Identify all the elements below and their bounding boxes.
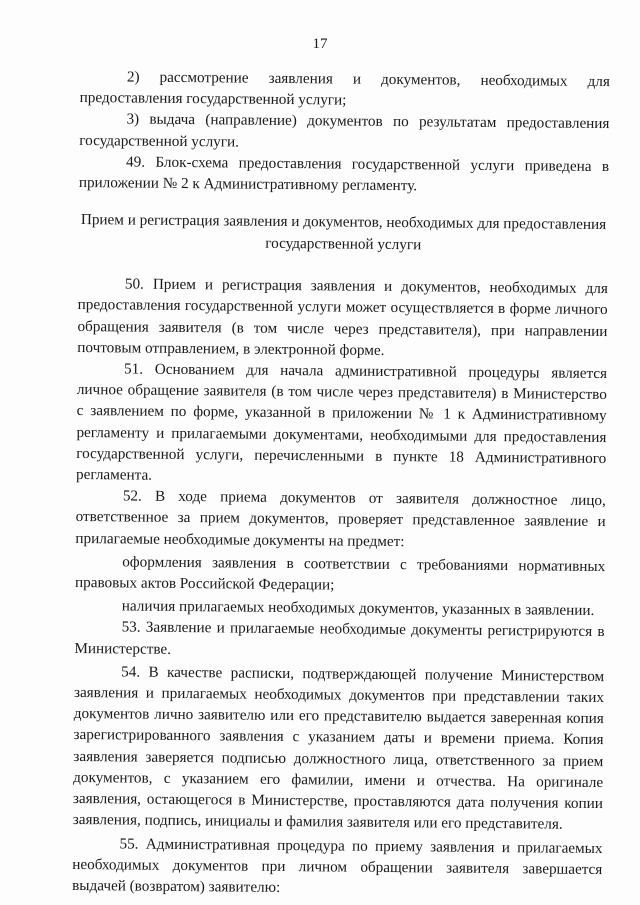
paragraph-54: 54. В качестве расписки, подтверждающей получение Министерством заявления и прилагаемых необходимых документов при представлении таких документов лично заявителю или его представителю выдается заверенная копия зарегистрированного заявления с указанием даты и времени приема. Копия заявления заверяется подписью должностного лица, ответственного за прием документов, с указанием его фамилии, имени и отчества. На оригинале заявления, остающегося в Министерстве, проставляются дата получения копии заявления, подпись, инициалы и фамилия заявителя или его представителя.: [72, 663, 605, 833]
list-item-documents-present: наличия прилагаемых необходимых документов, указанных в заявлении.: [121, 597, 595, 620]
list-item-issuance: 3) выдача (направление) документов по результатам предоставления государственной услуги.: [79, 110, 610, 151]
paragraph-49: 49. Блок-схема предоставления государственной услуги приведена в приложении № 2 к Административному регламенту.: [78, 153, 610, 195]
page-number: 17: [312, 36, 328, 52]
paragraph-50: 50. Прием и регистрация заявления и документов, необходимых для предоставления государственной услуги может осуществляется в форме личного обращения заявителя (в том числе через представителя), при направлении почтовым отправлением, в электронной форме.: [77, 275, 608, 359]
list-item-review: 2) рассмотрение заявления и документов, необходимых для предоставления государственной услуги;: [79, 68, 610, 109]
section-heading: Прием и регистрация заявления и документов, необходимых для предоставления государственной услуги: [80, 211, 607, 254]
paragraph-55: 55. Административная процедура по приему заявления и прилагаемых необходимых документов при личном обращении заявителя завершается выдачей (возвратом) заявителю:: [72, 834, 603, 896]
paragraph-53: 53. Заявление и прилагаемые необходимые документы регистрируются в Министерстве.: [74, 618, 605, 658]
document-body: [72, 66, 610, 901]
list-item-formatting: оформления заявления в соответствии с требованиями нормативных правовых актов Российской Федерации;: [74, 553, 606, 594]
paragraph-51: 51. Основанием для начала административной процедуры является личное обращение заявителя (в том числе через представителя) в Министерство с заявлением по форме, указанной в приложении № 1 к Административному регламенту и прилагаемыми документами, необходимыми для предоставления государственной услуги, перечисленными в пункте 18 Административного регламента.: [75, 360, 608, 484]
paragraph-52: 52. В ходе приема документов от заявителя должностное лицо, ответственное за прием документов, проверяет представленное заявление и прилагаемые необходимые документы на предмет:: [75, 487, 606, 550]
